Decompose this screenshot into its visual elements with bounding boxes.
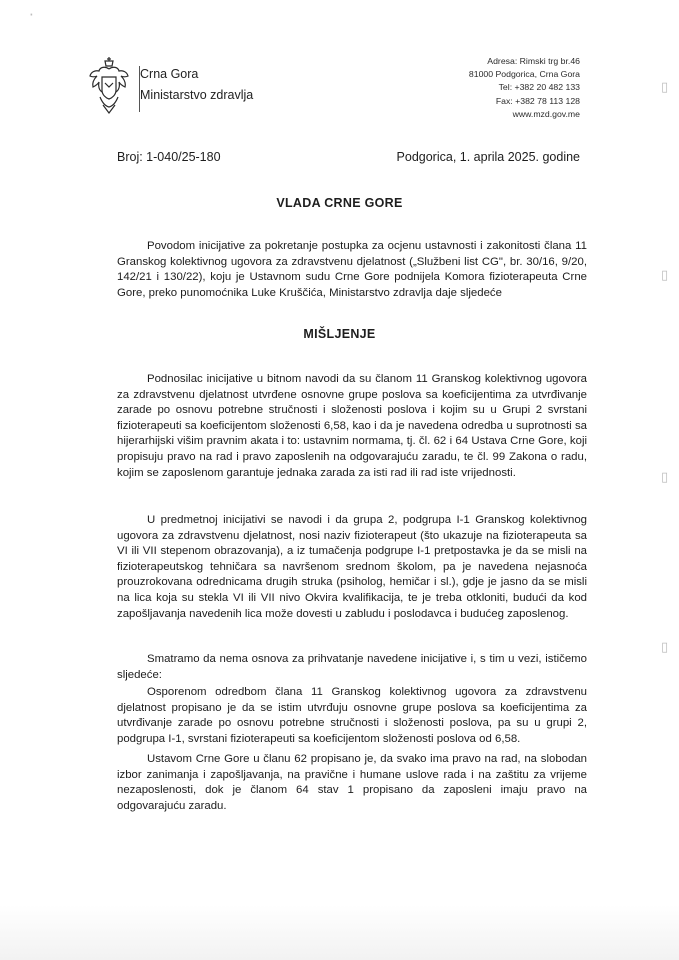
margin-mark: ▯	[661, 640, 669, 655]
paragraph-text: Smatramo da nema osnova za prihvatanje navedene inicijative i, s tim u vezi, ističemo sljedeće:	[117, 653, 587, 681]
coat-of-arms-icon	[88, 57, 130, 115]
paragraph-text: Osporenom odredbom člana 11 Granskog kolektivnog ugovora za zdravstvenu djelatnost propisano je da se istim utvrđuju osnovne grupe poslova sa koeficijentima za utvrđivanje zarade po osnovu potrebne stručnosti i složenosti poslova, pa su u grupi 2, podgrupa I-1, svrstani fizioterapeuti sa koeficijentom složenosti poslova od 6,58.	[117, 686, 587, 745]
recipient-heading: VLADA CRNE GORE	[276, 196, 403, 210]
paragraph-text: Podnosilac inicijative u bitnom navodi da su članom 11 Granskog kolektivnog ugovora za zdravstvenu djelatnost utvrđene osnovne grupe poslova sa koeficijentima za utvrđivanje zarade po osnovu potrebne stručnosti i složenosti poslova i kojim su u Grupi 2 svrstani fizioterapeuti sa koeficijentom složenosti 6,58, kao i da je navedena odredba u suprotnosti sa hijerarhijski višim pravnim akata i to: ustavnim normama, tj. čl. 62 i 64 Ustava Crne Gore, koji propisuju pravo na rad i pravo zaposlenih na odgovarajuću zaradu, te čl. 99 Zakona o radu, kojim se zaposlenom garantuje jednaka zarada za isti rad ili rad iste vrijednosti.	[117, 373, 587, 479]
body-paragraph-3	[117, 652, 587, 683]
document-number: Broj: 1-040/25-180	[117, 150, 221, 164]
website-link[interactable]: www.mzd.gov.me	[512, 108, 580, 119]
margin-mark: ▯	[661, 268, 669, 283]
fax-line: Fax: +382 78 113 128	[495, 95, 580, 106]
place-and-date: Podgorica, 1. aprila 2025. godine	[396, 150, 580, 164]
paragraph-text: U predmetnoj inicijativi se navodi i da grupa 2, podgrupa I-1 Granskog kolektivnog ugovora za zdravstvenu djelatnost, nosi naziv fizioterapeut (što ukazuje na fizioterapeuta sa VI ili VII stepenom obrazovanja), a iz tumačenja podgrupe I-1 pretpostavka je da se misli na fizioterapeutskog tehničara sa navršenom srednom školom, pa je navedena nejasnoća prouzrokovana odrednicama drugih struka (psiholog, hemičar i sl.), gdje je jasno da se misli na lica koja su stekla VI ili VII nivo Okvira kvalifikacija, te je treba otkloniti, budući da kod zapošljavanja navedenih lica može dovesti u zabludu i poslodavca i budućeg zaposlenog.	[117, 514, 587, 620]
body-paragraph-5	[117, 752, 587, 814]
intro-paragraph	[117, 239, 587, 301]
opinion-heading: MIŠLJENJE	[303, 327, 376, 341]
intro-text: Povodom inicijative za pokretanje postupka za ocjenu ustavnosti i zakonitosti člana 11 Granskog kolektivnog ugovora za zdravstvenu djelatnost („Službeni list CG", br. 30/16, 9/20, 142/21 i 130/22), koju je Ustavnom sudu Crne Gore podnijela Komora fizioterapeuta Crne Gore, preko punomoćnika Luke Kruščića, Ministarstvo zdravlja daje sljedeće	[117, 240, 587, 299]
ministry-name: Ministarstvo zdravlja	[140, 88, 254, 102]
body-paragraph-4	[117, 685, 587, 747]
address-line: Adresa: Rimski trg br.46	[487, 56, 580, 66]
country-name: Crna Gora	[140, 67, 199, 81]
address-block	[469, 55, 580, 121]
margin-mark: ▯	[661, 80, 669, 95]
phone-line: Tel: +382 20 482 133	[498, 82, 580, 93]
margin-mark: ▯	[661, 470, 669, 485]
paragraph-text: Ustavom Crne Gore u članu 62 propisano je, da svako ima pravo na rad, na slobodan izbor zanimanja i zapošljavanja, na pravične i humane uslove rada i na zaštitu za vrijeme nezaposlenosti, dok je članom 64 stav 1 propisano da zaposleni imaju pravo na odgovarajuću zaradu.	[117, 753, 587, 812]
page-bottom-shadow	[0, 905, 679, 960]
corner-mark: ·	[29, 6, 34, 24]
body-paragraph-1	[117, 372, 587, 481]
body-paragraph-2	[117, 513, 587, 622]
postal-line: 81000 Podgorica, Crna Gora	[468, 69, 580, 80]
